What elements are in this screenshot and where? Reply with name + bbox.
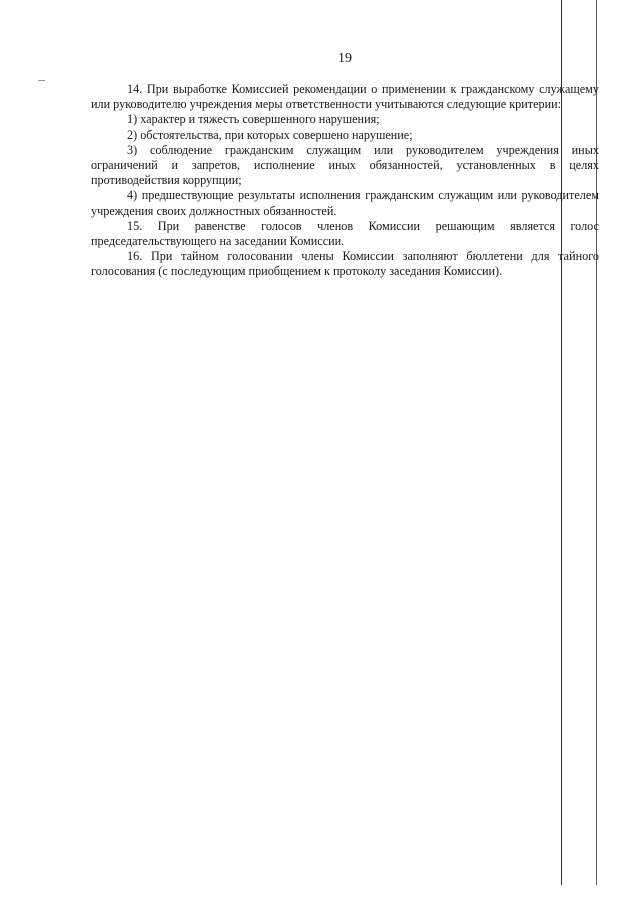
document-body <box>91 82 599 280</box>
page-number: 19 <box>338 51 352 66</box>
criterion-1: 1) характер и тяжесть совершенного нарушения; <box>127 112 380 127</box>
criterion-4: 4) предшествующие результаты исполнения гражданским служащим или руководителем учреждения своих должностных обязанностей. <box>91 188 599 218</box>
criterion-2: 2) обстоятельства, при которых совершено нарушение; <box>127 127 413 142</box>
paragraph-16: 16. При тайном голосовании члены Комиссии заполняют бюллетени для тайного голосования (с последующим приобщением к протоколу заседания Комиссии). <box>91 249 599 279</box>
criterion-3: 3) соблюдение гражданским служащим или руководителем учреждения иных ограничений и запретов, исполнение иных обязанностей, установленных в целях противодействия коррупции; <box>91 142 599 188</box>
paragraph-14: 14. При выработке Комиссией рекомендации о применении к гражданскому служащему или руководителю учреждения меры ответственности учитываются следующие критерии: <box>91 82 599 112</box>
paragraph-15: 15. При равенстве голосов членов Комиссии решающим является голос председательствующего на заседании Комиссии. <box>91 218 599 249</box>
scan-artifact-mark <box>38 80 45 81</box>
